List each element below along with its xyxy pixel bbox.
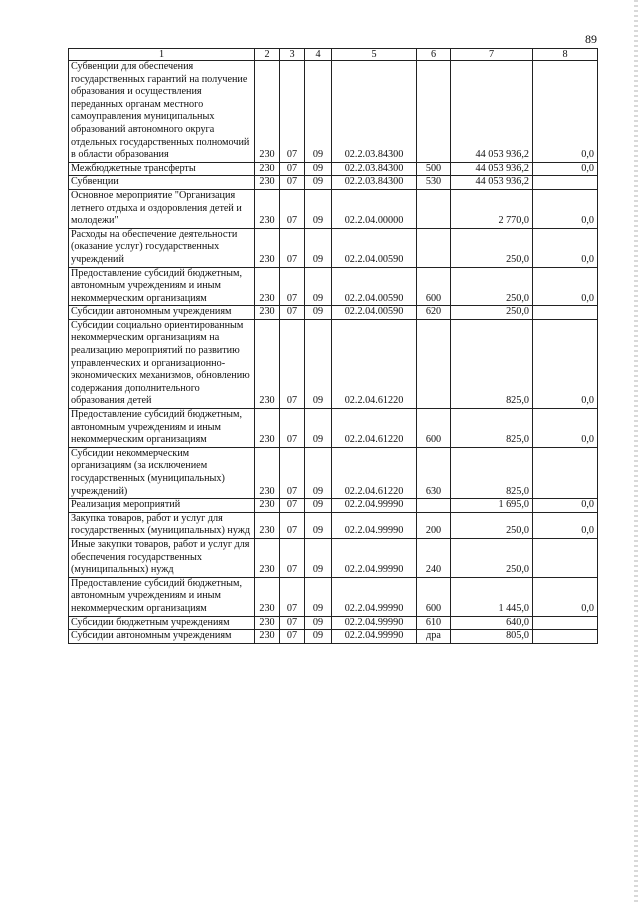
- cell-section: 07: [280, 61, 305, 163]
- column-header: 7: [451, 49, 533, 61]
- cell-target-article: 02.2.04.99990: [332, 616, 417, 630]
- cell-section: 07: [280, 319, 305, 408]
- cell-section: 07: [280, 577, 305, 616]
- cell-target-article: 02.2.04.61220: [332, 409, 417, 448]
- cell-expense-type: [417, 319, 451, 408]
- cell-target-article: 02.2.04.00590: [332, 267, 417, 306]
- scan-edge-marks: [634, 0, 638, 905]
- cell-subsection: 09: [305, 512, 332, 538]
- table-row: [69, 630, 598, 644]
- cell-federal-amount: 0,0: [533, 189, 598, 228]
- table-row: [69, 512, 598, 538]
- cell-subsection: 09: [305, 538, 332, 577]
- page-number: 89: [585, 32, 597, 46]
- cell-federal-amount: [533, 176, 598, 190]
- cell-ministry: 230: [255, 512, 280, 538]
- cell-expense-type: [417, 189, 451, 228]
- cell-federal-amount: [533, 306, 598, 320]
- cell-amount: 1 695,0: [451, 499, 533, 513]
- cell-amount: 825,0: [451, 447, 533, 498]
- cell-section: 07: [280, 189, 305, 228]
- cell-expense-type: 610: [417, 616, 451, 630]
- row-name: Расходы на обеспечение деятельности (оказание услуг) государственных учреждений: [69, 228, 255, 267]
- cell-ministry: 230: [255, 409, 280, 448]
- cell-target-article: 02.2.04.99990: [332, 630, 417, 644]
- cell-ministry: 230: [255, 176, 280, 190]
- table-body: [69, 61, 598, 644]
- cell-target-article: 02.2.03.84300: [332, 176, 417, 190]
- cell-amount: 44 053 936,2: [451, 162, 533, 176]
- cell-ministry: 230: [255, 319, 280, 408]
- row-name: Субсидии бюджетным учреждениям: [69, 616, 255, 630]
- cell-subsection: 09: [305, 306, 332, 320]
- cell-subsection: 09: [305, 616, 332, 630]
- cell-section: 07: [280, 409, 305, 448]
- table-row: [69, 499, 598, 513]
- table-row: [69, 577, 598, 616]
- cell-federal-amount: 0,0: [533, 512, 598, 538]
- cell-federal-amount: [533, 538, 598, 577]
- column-header: 3: [280, 49, 305, 61]
- cell-ministry: 230: [255, 162, 280, 176]
- column-header: 6: [417, 49, 451, 61]
- cell-amount: 2 770,0: [451, 189, 533, 228]
- cell-ministry: 230: [255, 616, 280, 630]
- cell-ministry: 230: [255, 630, 280, 644]
- table-row: [69, 189, 598, 228]
- table-row: [69, 306, 598, 320]
- cell-target-article: 02.2.04.99990: [332, 499, 417, 513]
- cell-section: 07: [280, 538, 305, 577]
- cell-amount: 250,0: [451, 228, 533, 267]
- cell-section: 07: [280, 499, 305, 513]
- row-name: Межбюджетные трансферты: [69, 162, 255, 176]
- row-name: Иные закупки товаров, работ и услуг для обеспечения государственных (муниципальных) нужд: [69, 538, 255, 577]
- cell-section: 07: [280, 267, 305, 306]
- cell-subsection: 09: [305, 61, 332, 163]
- row-name: Субсидии автономным учреждениям: [69, 306, 255, 320]
- cell-ministry: 230: [255, 267, 280, 306]
- cell-amount: 1 445,0: [451, 577, 533, 616]
- cell-federal-amount: 0,0: [533, 319, 598, 408]
- cell-ministry: 230: [255, 577, 280, 616]
- cell-target-article: 02.2.04.99990: [332, 538, 417, 577]
- row-name: Реализация мероприятий: [69, 499, 255, 513]
- row-name: Основное мероприятие "Организация летнего отдыха и оздоровления детей и молодежи": [69, 189, 255, 228]
- table-row: [69, 409, 598, 448]
- cell-subsection: 09: [305, 176, 332, 190]
- cell-federal-amount: 0,0: [533, 577, 598, 616]
- cell-ministry: 230: [255, 499, 280, 513]
- column-header: 2: [255, 49, 280, 61]
- cell-subsection: 09: [305, 630, 332, 644]
- cell-expense-type: [417, 61, 451, 163]
- cell-expense-type: 200: [417, 512, 451, 538]
- cell-section: 07: [280, 616, 305, 630]
- cell-federal-amount: 0,0: [533, 162, 598, 176]
- table-row: [69, 319, 598, 408]
- cell-target-article: 02.2.04.00000: [332, 189, 417, 228]
- table-row: [69, 228, 598, 267]
- cell-amount: 44 053 936,2: [451, 176, 533, 190]
- cell-expense-type: 630: [417, 447, 451, 498]
- cell-subsection: 09: [305, 319, 332, 408]
- column-header: 8: [533, 49, 598, 61]
- cell-target-article: 02.2.03.84300: [332, 162, 417, 176]
- row-name: Субвенции: [69, 176, 255, 190]
- cell-amount: 44 053 936,2: [451, 61, 533, 163]
- cell-section: 07: [280, 176, 305, 190]
- cell-subsection: 09: [305, 499, 332, 513]
- cell-federal-amount: 0,0: [533, 499, 598, 513]
- cell-expense-type: 600: [417, 267, 451, 306]
- row-name: Субсидии некоммерческим организациям (за исключением государственных (муниципальных) учреждений): [69, 447, 255, 498]
- column-header: 4: [305, 49, 332, 61]
- cell-expense-type: дра: [417, 630, 451, 644]
- budget-table: [68, 48, 598, 644]
- column-number-row: [69, 49, 598, 61]
- cell-subsection: 09: [305, 267, 332, 306]
- row-name: Предоставление субсидий бюджетным, автономным учреждениям и иным некоммерческим организациям: [69, 267, 255, 306]
- row-name: Субсидии социально ориентированным некоммерческим организациям на реализацию мероприятий по развитию управленческих и организационно-экономических механизмов, обновлению содержания дополнительного образования детей: [69, 319, 255, 408]
- cell-federal-amount: 0,0: [533, 61, 598, 163]
- cell-target-article: 02.2.03.84300: [332, 61, 417, 163]
- cell-section: 07: [280, 306, 305, 320]
- cell-ministry: 230: [255, 189, 280, 228]
- cell-ministry: 230: [255, 228, 280, 267]
- row-name: Предоставление субсидий бюджетным, автономным учреждениям и иным некоммерческим организациям: [69, 409, 255, 448]
- row-name: Предоставление субсидий бюджетным, автономным учреждениям и иным некоммерческим организациям: [69, 577, 255, 616]
- table-row: [69, 176, 598, 190]
- cell-subsection: 09: [305, 162, 332, 176]
- cell-subsection: 09: [305, 228, 332, 267]
- cell-target-article: 02.2.04.99990: [332, 512, 417, 538]
- cell-amount: 640,0: [451, 616, 533, 630]
- cell-amount: 825,0: [451, 319, 533, 408]
- cell-amount: 805,0: [451, 630, 533, 644]
- cell-expense-type: [417, 228, 451, 267]
- cell-ministry: 230: [255, 538, 280, 577]
- cell-expense-type: 530: [417, 176, 451, 190]
- cell-section: 07: [280, 512, 305, 538]
- column-header: 1: [69, 49, 255, 61]
- cell-subsection: 09: [305, 447, 332, 498]
- table-row: [69, 447, 598, 498]
- table-row: [69, 538, 598, 577]
- cell-target-article: 02.2.04.61220: [332, 319, 417, 408]
- cell-ministry: 230: [255, 447, 280, 498]
- cell-amount: 250,0: [451, 267, 533, 306]
- cell-subsection: 09: [305, 409, 332, 448]
- cell-subsection: 09: [305, 189, 332, 228]
- column-header: 5: [332, 49, 417, 61]
- cell-section: 07: [280, 630, 305, 644]
- cell-target-article: 02.2.04.00590: [332, 306, 417, 320]
- row-name: Закупка товаров, работ и услуг для государственных (муниципальных) нужд: [69, 512, 255, 538]
- row-name: Субвенции для обеспечения государственных гарантий на получение образования и осуществления переданных органам местного самоуправления муниципальных образований автономного округа отдельных государственных полномочий в области образования: [69, 61, 255, 163]
- cell-federal-amount: 0,0: [533, 267, 598, 306]
- cell-federal-amount: [533, 447, 598, 498]
- cell-amount: 825,0: [451, 409, 533, 448]
- cell-federal-amount: 0,0: [533, 228, 598, 267]
- cell-expense-type: 600: [417, 577, 451, 616]
- table-row: [69, 616, 598, 630]
- cell-ministry: 230: [255, 61, 280, 163]
- cell-section: 07: [280, 228, 305, 267]
- cell-expense-type: 620: [417, 306, 451, 320]
- cell-section: 07: [280, 162, 305, 176]
- budget-table-container: [68, 48, 597, 644]
- table-row: [69, 162, 598, 176]
- table-row: [69, 267, 598, 306]
- cell-expense-type: [417, 499, 451, 513]
- cell-federal-amount: [533, 630, 598, 644]
- cell-federal-amount: [533, 616, 598, 630]
- cell-expense-type: 600: [417, 409, 451, 448]
- cell-target-article: 02.2.04.61220: [332, 447, 417, 498]
- cell-target-article: 02.2.04.00590: [332, 228, 417, 267]
- cell-amount: 250,0: [451, 306, 533, 320]
- cell-subsection: 09: [305, 577, 332, 616]
- cell-amount: 250,0: [451, 538, 533, 577]
- cell-section: 07: [280, 447, 305, 498]
- cell-federal-amount: 0,0: [533, 409, 598, 448]
- table-row: [69, 61, 598, 163]
- cell-expense-type: 240: [417, 538, 451, 577]
- cell-expense-type: 500: [417, 162, 451, 176]
- cell-ministry: 230: [255, 306, 280, 320]
- row-name: Субсидии автономным учреждениям: [69, 630, 255, 644]
- cell-target-article: 02.2.04.99990: [332, 577, 417, 616]
- cell-amount: 250,0: [451, 512, 533, 538]
